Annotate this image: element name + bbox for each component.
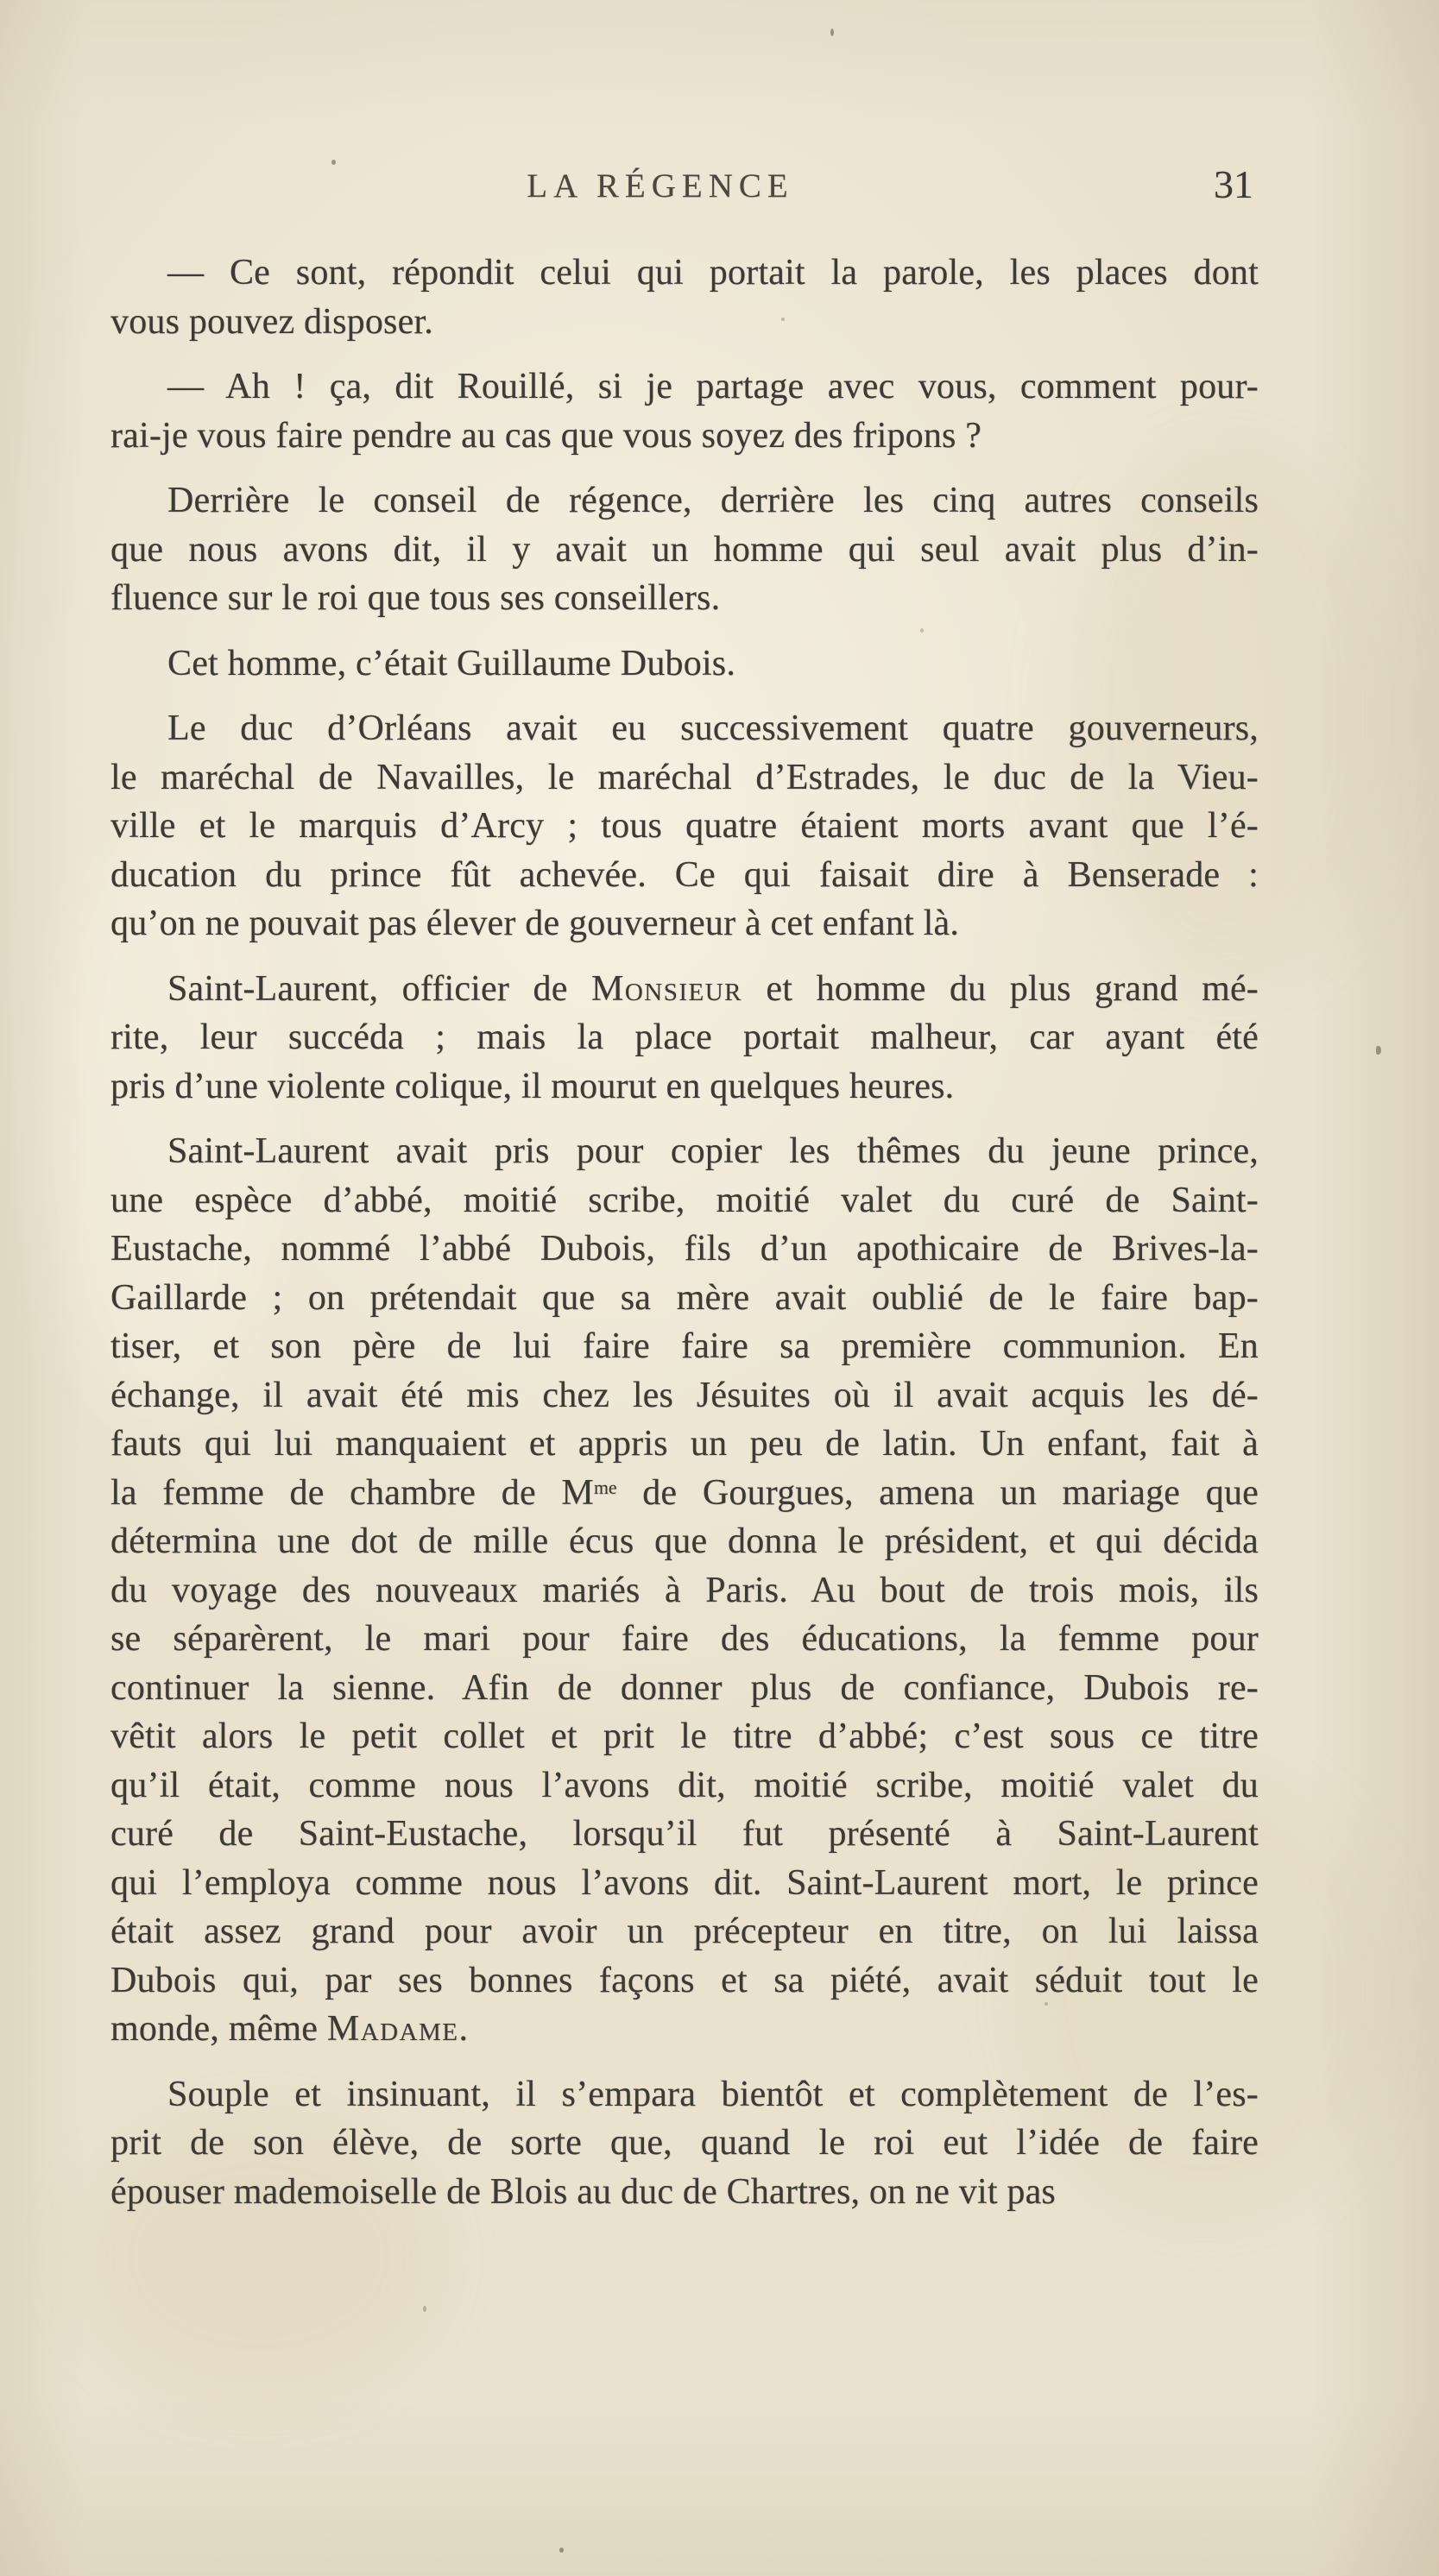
text-line: Gaillarde ; on prétendait que sa mère avait oublié de le faire bap- [110, 1277, 1259, 1318]
paragraph [110, 249, 1259, 346]
text-line: une espèce d’abbé, moitié scribe, moitié valet du curé de Saint- [110, 1180, 1259, 1220]
text-line: vous pouvez disposer. [110, 301, 433, 342]
text-line: Derrière le conseil de régence, derrière les cinq autres conseils [167, 481, 1259, 520]
text-line: rite, leur succéda ; mais la place portait malheur, car ayant été [110, 1017, 1259, 1057]
paragraph [110, 704, 1259, 948]
text-line: fluence sur le roi que tous ses conseillers. [110, 578, 721, 618]
text-line: épouser mademoiselle de Blois au duc de Chartres, on ne vit pas [110, 2171, 1056, 2212]
paper-speck [559, 2548, 564, 2553]
text-line: que nous avons dit, il y avait un homme qui seul avait plus d’in- [110, 529, 1259, 570]
text-line: était assez grand pour avoir un précepteur en titre, on lui laissa [110, 1912, 1259, 1951]
text-line: détermina une dot de mille écus que donna le président, et qui décida [110, 1521, 1259, 1561]
text-line: rai-je vous faire pendre au cas que vous soyez des fripons ? [110, 415, 982, 456]
text-block [110, 249, 1259, 2216]
text-line: prit de son élève, de sorte que, quand le roi eut l’idée de faire [110, 2123, 1259, 2163]
text-line: qui l’employa comme nous l’avons dit. Saint-Laurent mort, le prince [110, 1862, 1259, 1903]
text-line: Dubois qui, par ses bonnes façons et sa piété, avait séduit tout le [110, 1960, 1259, 2000]
page-number: 31 [1214, 162, 1253, 206]
text-line: tiser, et son père de lui faire faire sa première communion. En [110, 1326, 1259, 1366]
text-line: Souple et insinuant, il s’empara bientôt et complètement de l’es- [167, 2074, 1259, 2114]
text-line: échange, il avait été mis chez les Jésuites où il avait acquis les dé- [110, 1375, 1259, 1415]
text-line: du voyage des nouveaux mariés à Paris. Au bout de trois mois, ils [110, 1570, 1259, 1610]
text-line: se séparèrent, le mari pour faire des éducations, la femme pour [110, 1619, 1259, 1659]
text-line: fauts qui lui manquaient et appris un peu de latin. Un enfant, fait à [110, 1424, 1259, 1464]
paper-speck [1376, 1046, 1381, 1055]
text-line: Saint-Laurent, officier de Monsieur et homme du plus grand mé- [167, 968, 1259, 1009]
text-line: Le duc d’Orléans avait eu successivement quatre gouverneurs, [167, 709, 1259, 748]
text-line: monde, même Madame. [110, 2009, 469, 2049]
paper-speck [331, 160, 336, 165]
text-line: le maréchal de Navailles, le maréchal d’Estrades, le duc de la Vieu- [110, 757, 1259, 797]
text-line: ducation du prince fût achevée. Ce qui faisait dire à Benserade : [110, 854, 1259, 895]
paper-speck [830, 28, 834, 36]
paragraph [110, 639, 1259, 689]
page-header [110, 162, 1259, 211]
paper-speck [423, 2306, 426, 2312]
text-line: — Ce sont, répondit celui qui portait la parole, les places dont [167, 253, 1259, 293]
text-line: pris d’une violente colique, il mourut en quelques heures. [110, 1066, 955, 1106]
text-line: vêtit alors le petit collet et prit le titre d’abbé; c’est sous ce titre [110, 1716, 1259, 1756]
paragraph [110, 476, 1259, 623]
text-line: continuer la sienne. Afin de donner plus de confiance, Dubois re- [110, 1667, 1259, 1708]
text-line: Eustache, nommé l’abbé Dubois, fils d’un apothicaire de Brives-la- [110, 1229, 1259, 1269]
text-line: — Ah ! ça, dit Rouillé, si je partage avec vous, comment pour- [167, 367, 1259, 406]
running-title: LA RÉGENCE [527, 167, 794, 205]
text-line: curé de Saint-Eustache, lorsqu’il fut présenté à Saint-Laurent [110, 1814, 1259, 1854]
paragraph [110, 1127, 1259, 2054]
paragraph [110, 965, 1259, 1112]
text-line: qu’il était, comme nous l’avons dit, moitié scribe, moitié valet du [110, 1765, 1259, 1805]
text-line: Cet homme, c’était Guillaume Dubois. [167, 643, 736, 683]
paragraph [110, 2070, 1259, 2217]
text-line: la femme de chambre de $M^{me}$ de Gourgues, amena un mariage que [110, 1472, 1259, 1513]
text-line: ville et le marquis d’Arcy ; tous quatre étaient morts avant que l’é- [110, 806, 1259, 846]
text-line: Saint-Laurent avait pris pour copier les thêmes du jeune prince, [167, 1131, 1259, 1171]
text-line: qu’on ne pouvait pas élever de gouverneur à cet enfant là. [110, 904, 960, 943]
paragraph [110, 362, 1259, 460]
